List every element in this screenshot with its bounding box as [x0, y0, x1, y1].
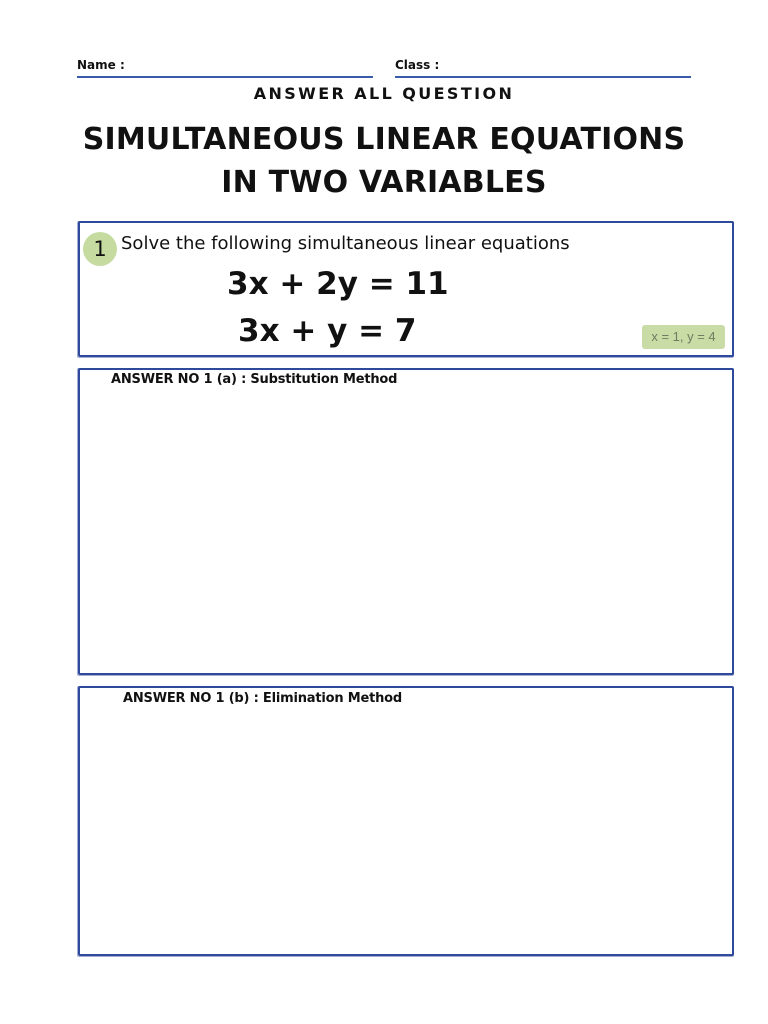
instruction-heading: ANSWER ALL QUESTION [253, 84, 515, 103]
equation-2: 3x + y = 7 [238, 313, 417, 349]
equation-1: 3x + 2y = 11 [227, 266, 449, 302]
name-label: Name : [77, 58, 125, 72]
title-line-2: IN TWO VARIABLES [221, 165, 547, 200]
question-prompt: Solve the following simultaneous linear equations [121, 233, 570, 254]
class-label: Class : [395, 58, 440, 72]
answer-box-substitution[interactable] [78, 368, 734, 675]
name-field-line[interactable] [77, 76, 373, 78]
answer-key-badge: x = 1, y = 4 [642, 325, 725, 349]
question-number: 1 [93, 237, 107, 261]
class-field-line[interactable] [395, 76, 691, 78]
answer-heading-substitution: ANSWER NO 1 (a) : Substitution Method [111, 372, 398, 387]
worksheet-title [0, 118, 768, 204]
answer-heading-elimination: ANSWER NO 1 (b) : Elimination Method [123, 691, 402, 706]
title-line-1: SIMULTANEOUS LINEAR EQUATIONS [82, 122, 686, 157]
answer-box-elimination[interactable] [78, 686, 734, 956]
